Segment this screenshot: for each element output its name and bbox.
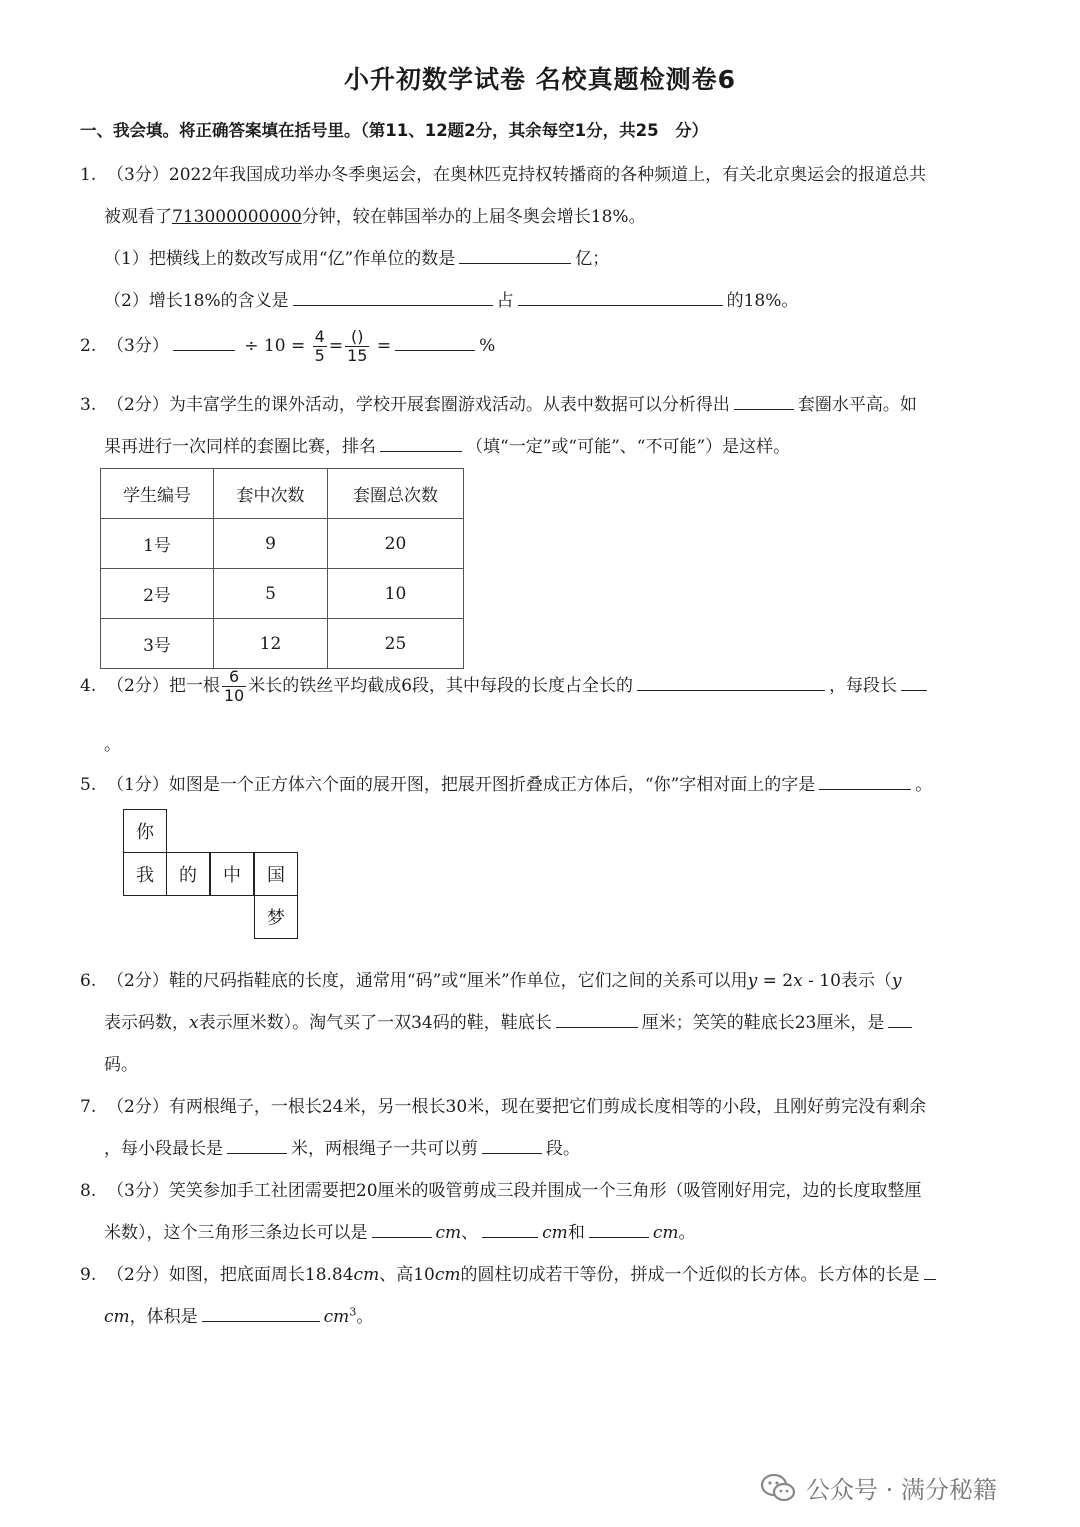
question-text: 厘米；笑笑的鞋底长23厘米，是 [641, 1013, 885, 1033]
answer-blank[interactable] [888, 1009, 912, 1028]
question-text: 。 [678, 1223, 696, 1243]
answer-blank[interactable] [227, 1135, 287, 1154]
question-5 [80, 770, 932, 795]
question-text: 的18%。 [726, 291, 799, 311]
unit: cm [104, 1307, 130, 1327]
question-2 [80, 328, 495, 365]
question-text: （1）把横线上的数改写成用“亿”作单位的数是 [104, 249, 456, 269]
question-8-line-2 [104, 1218, 695, 1243]
question-number: 4. [80, 676, 97, 696]
question-7-line-2 [104, 1134, 580, 1159]
question-text: （2）增长18%的含义是 [104, 291, 289, 311]
watermark-text: 公众号 · 满分秘籍 [806, 1476, 997, 1504]
table-cell: 1号 [101, 519, 214, 569]
table-cell: 3号 [101, 619, 214, 669]
formula: - 10 [802, 971, 841, 991]
question-score: （2分） [107, 971, 169, 991]
wechat-icon [760, 1473, 796, 1503]
question-text: 表示（ [840, 971, 892, 991]
answer-blank[interactable] [556, 1009, 638, 1028]
question-text: ，体积是 [129, 1307, 198, 1327]
question-score: （3分） [107, 1181, 169, 1201]
cube-face: 的 [166, 852, 210, 896]
percent-sign: % [479, 336, 496, 356]
equals-sign: = [328, 336, 344, 356]
question-text: 。 [915, 775, 933, 795]
question-text: 的圆柱切成若干等份，拼成一个近似的长方体。长方体的长是 [460, 1265, 920, 1285]
question-1-sub-1 [104, 244, 609, 269]
question-text: 果再进行一次同样的套圈比赛，排名 [104, 437, 376, 457]
question-text: 有两根绳子，一根长24米，另一根长30米，现在要把它们剪成长度相等的小段，且刚好剪完没有剩余 [168, 1097, 927, 1117]
question-number: 6. [80, 971, 97, 991]
table-cell: 9 [214, 519, 328, 569]
question-6-line-1 [80, 966, 902, 991]
question-text: 占 [496, 291, 514, 311]
question-number: 2. [80, 336, 97, 356]
answer-blank[interactable] [518, 287, 723, 306]
table-header: 学生编号 [101, 469, 214, 519]
table-cell: 10 [328, 569, 464, 619]
table-cell: 5 [214, 569, 328, 619]
question-1-sub-2 [104, 286, 798, 311]
answer-blank[interactable] [734, 391, 794, 410]
question-3-line-1 [80, 390, 917, 415]
question-6-line-3: 码。 [104, 1055, 138, 1075]
question-3-line-2 [104, 432, 790, 457]
formula: = 2 [757, 971, 794, 991]
question-text: 米数），这个三角形三条边长可以是 [104, 1223, 368, 1243]
question-text: 分钟，较在韩国举办的上届冬奥会增长18%。 [301, 207, 646, 227]
question-7-line-1 [80, 1092, 926, 1117]
answer-blank[interactable] [202, 1303, 320, 1322]
answer-blank[interactable] [293, 287, 493, 306]
answer-blank[interactable] [173, 332, 235, 351]
question-text: 鞋的尺码指鞋底的长度，通常用“码”或“厘米”作单位，它们之间的关系可以用 [168, 971, 748, 991]
question-number: 1. [80, 165, 97, 185]
question-text: 米长的铁丝平均截成6段，其中每段的长度占全长的 [248, 676, 634, 696]
fraction: $\frac{()}{15}$ [347, 327, 368, 365]
question-text: 笑笑参加手工社团需要把20厘米的吸管剪成三段并围成一个三角形（吸管刚好用完，边的长度取整厘 [168, 1181, 922, 1201]
question-text: 段。 [546, 1139, 580, 1159]
unit: cm [542, 1223, 568, 1243]
table-header-row [101, 469, 464, 519]
question-text: ，每小段最长是 [104, 1139, 223, 1159]
answer-blank[interactable] [482, 1219, 538, 1238]
question-1-line-1 [80, 160, 926, 185]
table-cell: 2号 [101, 569, 214, 619]
question-text: 亿； [575, 249, 610, 269]
cube-face: 我 [123, 852, 167, 896]
cube-face: 中 [210, 852, 254, 896]
table-row [101, 569, 464, 619]
question-text: ，每段长 [829, 676, 898, 696]
question-score: （3分） [107, 165, 169, 185]
answer-blank[interactable] [395, 332, 475, 351]
variable: y [747, 971, 758, 991]
answer-blank[interactable] [901, 672, 927, 691]
table-row [101, 519, 464, 569]
question-text: 表示码数， [104, 1013, 189, 1033]
question-number: 8. [80, 1181, 97, 1201]
cube-face: 梦 [254, 895, 298, 939]
question-text: 套圈水平高。如 [797, 395, 917, 415]
question-text: 表示厘米数）。淘气买了一双34码的鞋，鞋底长 [198, 1013, 552, 1033]
fraction: $\frac{4}{5}$ [314, 327, 325, 365]
variable: x [189, 1013, 199, 1033]
separator: 和 [567, 1223, 585, 1243]
answer-blank[interactable] [637, 672, 825, 691]
question-text: 2022年我国成功举办冬季奥运会，在奥林匹克持权转播商的各种频道上，有关北京奥运会的报道总共 [168, 165, 927, 185]
unit: cm [434, 1265, 461, 1285]
page-title: 小升初数学试卷 名校真题检测卷6 [343, 65, 737, 94]
question-text: 如图是一个正方体六个面的展开图，把展开图折叠成正方体后，“你”字相对面上的字是 [168, 775, 816, 795]
question-text: 如图，把底面周长18.84 [168, 1265, 354, 1285]
cube-face: 你 [123, 809, 167, 853]
question-text: 被观看了 [104, 207, 172, 227]
question-score: （3分） [107, 336, 169, 356]
answer-blank[interactable] [482, 1135, 542, 1154]
answer-blank[interactable] [459, 245, 571, 264]
question-4-end: 。 [104, 735, 121, 755]
answer-blank[interactable] [819, 771, 911, 790]
question-text: 为丰富学生的课外活动，学校开展套圈游戏活动。从表中数据可以分析得出 [168, 395, 730, 415]
score-table [100, 468, 464, 669]
fraction: $\frac{6}{10}$ [223, 667, 245, 705]
question-score: （2分） [107, 676, 169, 696]
watermark [760, 1470, 997, 1505]
unit: cm [652, 1223, 679, 1243]
question-8-line-1 [80, 1176, 922, 1201]
question-1-line-2 [104, 202, 646, 227]
answer-blank[interactable] [924, 1261, 936, 1280]
question-text: 米，两根绳子一共可以剪 [291, 1139, 478, 1159]
question-score: （2分） [107, 395, 169, 415]
answer-blank[interactable] [589, 1219, 649, 1238]
table-row [101, 619, 464, 669]
separator: 、 [461, 1223, 479, 1243]
table-cell: 20 [328, 519, 464, 569]
table-header: 套中次数 [214, 469, 328, 519]
question-text: 把一根 [168, 676, 220, 696]
question-4 [80, 668, 931, 705]
table-cell: 25 [328, 619, 464, 669]
variable: y [891, 971, 902, 991]
superscript: 3 [349, 1305, 357, 1319]
question-number: 3. [80, 395, 97, 415]
answer-blank[interactable] [380, 433, 462, 452]
question-text: 、高10 [379, 1265, 435, 1285]
question-number: 9. [80, 1265, 97, 1285]
table-cell: 12 [214, 619, 328, 669]
question-number: 5. [80, 775, 97, 795]
cube-face: 国 [254, 852, 298, 896]
question-9-line-1 [80, 1260, 940, 1285]
equals-sign: = [376, 336, 392, 356]
question-6-line-2 [104, 1008, 916, 1033]
section-heading: 一、我会填。将正确答案填在括号里。（第11、12题2分，其余每空1分，共25 分） [80, 121, 709, 140]
variable: x [793, 971, 803, 991]
question-text: （填“一定”或“可能”、“不可能”）是这样。 [466, 437, 791, 457]
question-score: （2分） [107, 1097, 169, 1117]
question-score: （1分） [107, 775, 169, 795]
question-text: 。 [356, 1307, 374, 1327]
unit: cm [323, 1307, 350, 1327]
unit: cm [435, 1223, 462, 1243]
unit: cm [353, 1265, 380, 1285]
question-score: （2分） [107, 1265, 169, 1285]
answer-blank[interactable] [372, 1219, 432, 1238]
math-expression: ÷ 10 = [244, 336, 306, 356]
question-number: 7. [80, 1097, 97, 1117]
underlined-number: 713000000000 [172, 207, 302, 227]
question-9-line-2 [104, 1302, 373, 1327]
table-header: 套圈总次数 [328, 469, 464, 519]
